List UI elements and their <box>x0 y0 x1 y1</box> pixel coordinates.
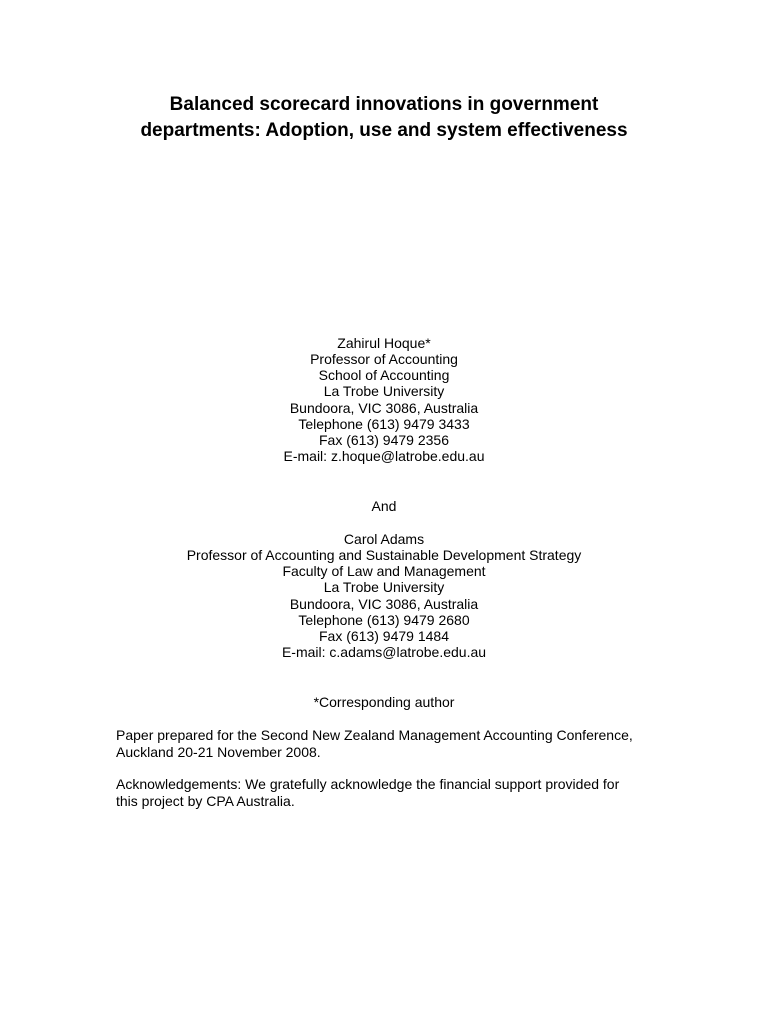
author-department: Faculty of Law and Management <box>282 563 486 580</box>
author-fax: Fax (613) 9479 1484 <box>319 627 449 644</box>
author-fax: Fax (613) 9479 2356 <box>319 431 449 448</box>
author-position: Professor of Accounting and Sustainable Development Strategy <box>186 547 582 564</box>
corresponding-author-note: *Corresponding author <box>313 694 455 710</box>
acknowledgements-line: Acknowledgements: We gratefully acknowledge the financial support provided for <box>116 776 620 792</box>
paper-title-line: departments: Adoption, use and system effectiveness <box>140 120 628 141</box>
author-name: Carol Adams <box>343 531 425 547</box>
conference-note <box>116 727 676 761</box>
author-telephone: Telephone (613) 9479 2680 <box>298 611 470 628</box>
author-email: E-mail: z.hoque@latrobe.edu.au <box>283 448 485 465</box>
author-university: La Trobe University <box>323 383 445 400</box>
author-name: Zahirul Hoque* <box>337 335 431 351</box>
author-department: School of Accounting <box>318 367 450 384</box>
author-address: Bundoora, VIC 3086, Australia <box>289 399 479 416</box>
acknowledgements-line: this project by CPA Australia. <box>116 793 295 809</box>
paper-title <box>0 92 768 144</box>
author-telephone: Telephone (613) 9479 3433 <box>298 415 470 432</box>
conference-note-line: Auckland 20-21 November 2008. <box>116 744 321 760</box>
author-block-hoque <box>0 335 768 464</box>
author-address: Bundoora, VIC 3086, Australia <box>289 595 479 612</box>
author-block-adams <box>0 531 768 660</box>
author-email: E-mail: c.adams@latrobe.edu.au <box>281 644 487 661</box>
author-position: Professor of Accounting <box>310 351 458 368</box>
acknowledgements <box>116 776 676 810</box>
and-separator: And <box>371 498 397 514</box>
paper-title-line: Balanced scorecard innovations in government <box>169 94 599 115</box>
conference-note-line: Paper prepared for the Second New Zealand Management Accounting Conference, <box>116 727 633 743</box>
author-university: La Trobe University <box>323 579 445 596</box>
